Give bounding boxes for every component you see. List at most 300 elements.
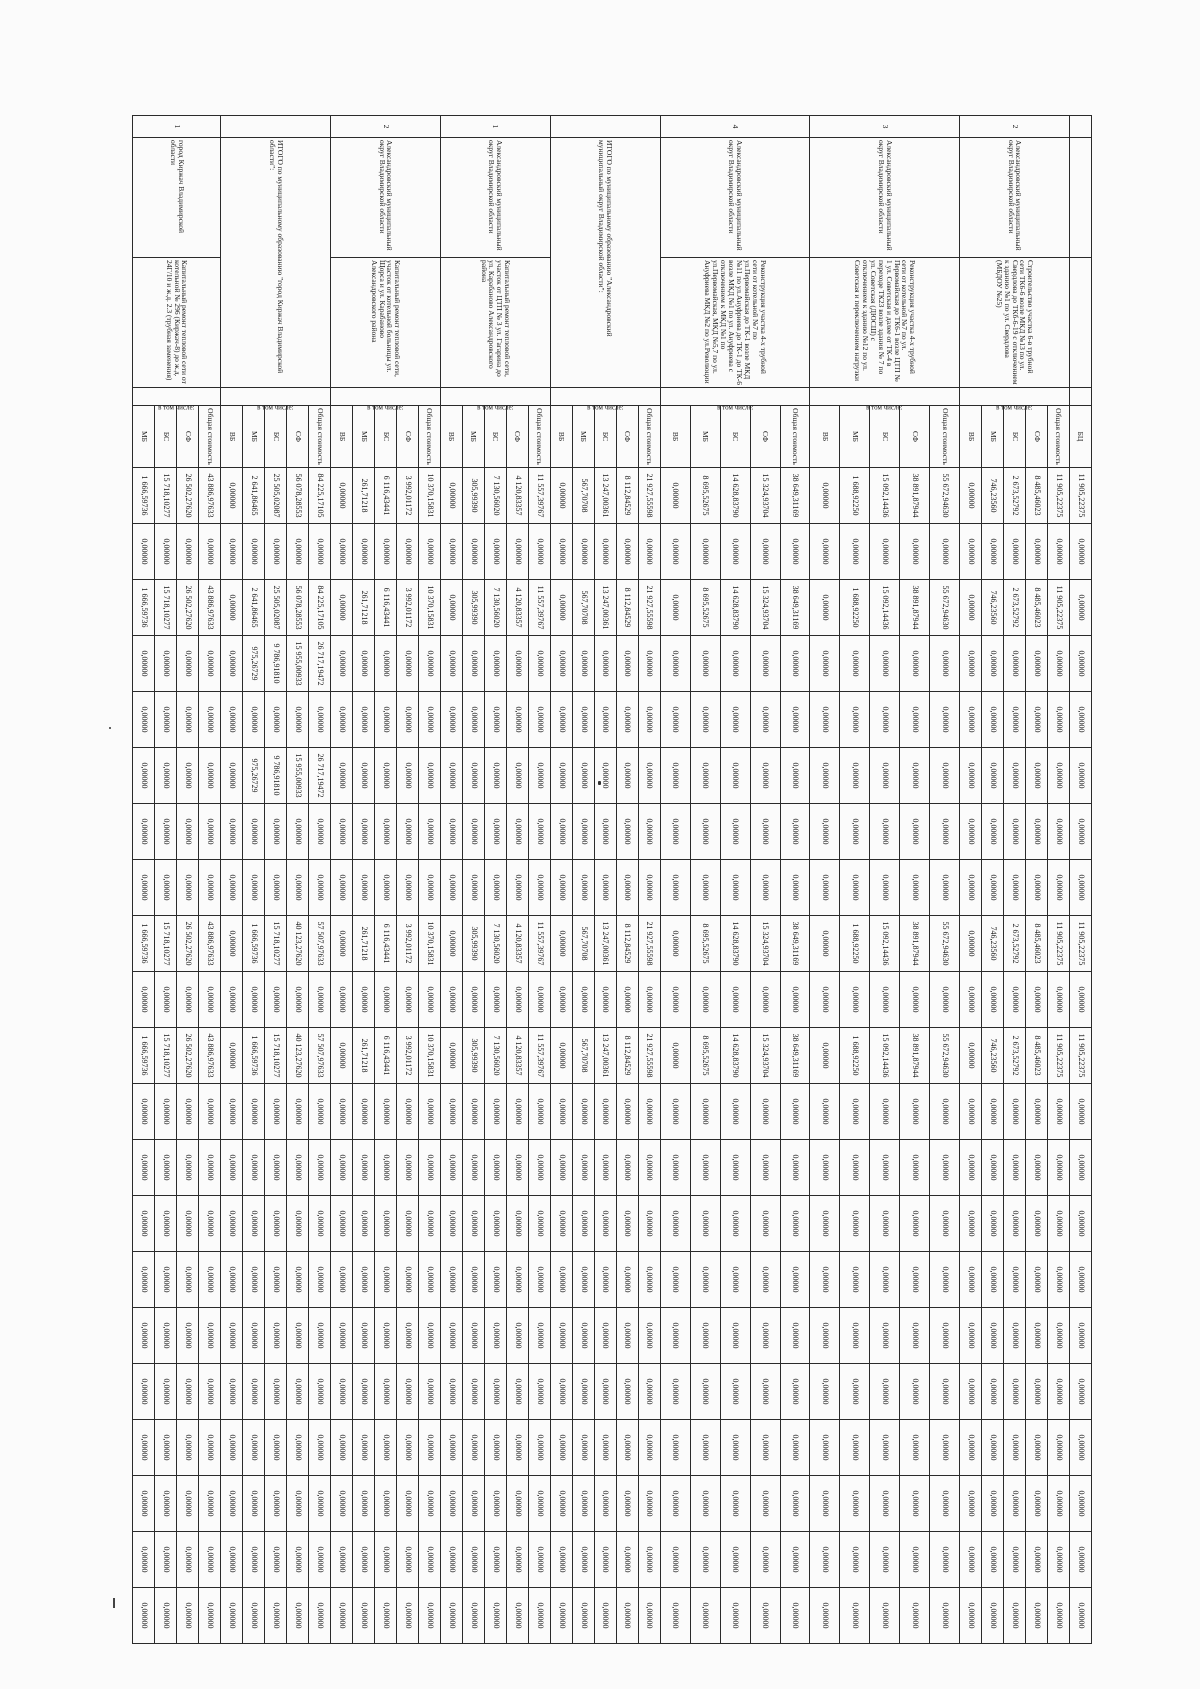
value-cell: 0,00000	[810, 1532, 840, 1588]
value-cell: 0,00000	[810, 468, 840, 524]
value-cell: 0,00000	[960, 1252, 982, 1308]
value-cell: 13 247,00361	[594, 1028, 616, 1084]
value-cell: 9 786,91810	[265, 636, 287, 692]
value-cell: 0,00000	[353, 804, 375, 860]
value-cell: 0,00000	[870, 1252, 900, 1308]
value-cell: 0,00000	[720, 1140, 750, 1196]
value-cell: 0,00000	[506, 972, 528, 1028]
value-cell: 0,00000	[397, 972, 419, 1028]
value-cell: 2 641,86465	[243, 468, 265, 524]
value-cell: 10 370,15831	[419, 468, 441, 524]
value-cell: 15 324,93704	[750, 916, 780, 972]
funding-source-label: БС	[265, 406, 287, 468]
value-cell: 0,00000	[572, 748, 594, 804]
value-cell: 0,00000	[750, 1084, 780, 1140]
value-cell: 0,00000	[133, 1420, 155, 1476]
value-cell: 0,00000	[265, 1532, 287, 1588]
value-cell: 0,00000	[463, 1476, 485, 1532]
value-cell: 0,00000	[900, 972, 930, 1028]
value-cell: 0,00000	[441, 1308, 463, 1364]
value-cell: 0,00000	[960, 692, 982, 748]
value-cell: 0,00000	[177, 1140, 199, 1196]
value-cell: 0,00000	[309, 1084, 331, 1140]
value-cell: 0,00000	[1004, 1084, 1026, 1140]
value-cell: 0,00000	[1004, 1140, 1026, 1196]
value-cell: 0,00000	[616, 1252, 638, 1308]
value-cell: 0,00000	[309, 1196, 331, 1252]
value-cell: 0,00000	[840, 1588, 870, 1644]
value-cell: 0,00000	[484, 524, 506, 580]
value-cell: 0,00000	[720, 1476, 750, 1532]
scan-edge-mark	[113, 1598, 115, 1608]
value-cell: 567,70708	[572, 468, 594, 524]
value-cell: 0,00000	[155, 1364, 177, 1420]
value-cell: 0,00000	[353, 1532, 375, 1588]
value-cell: 0,00000	[690, 804, 720, 860]
value-cell: 0,00000	[265, 1308, 287, 1364]
value-cell: 0,00000	[265, 972, 287, 1028]
value-cell: 0,00000	[1004, 1196, 1026, 1252]
value-cell: 0,00000	[506, 1364, 528, 1420]
value-cell: 0,00000	[982, 1084, 1004, 1140]
value-cell: 8 695,52675	[690, 468, 720, 524]
value-cell: 0,00000	[750, 524, 780, 580]
value-cell: 0,00000	[331, 1476, 353, 1532]
value-cell: 21 927,55598	[638, 1028, 660, 1084]
district-cell: Александровский муниципальный округ Владимирской области	[660, 138, 810, 258]
value-cell: 0,00000	[331, 804, 353, 860]
value-cell: 0,00000	[1048, 524, 1070, 580]
value-cell: 0,00000	[243, 860, 265, 916]
value-cell: 0,00000	[780, 748, 810, 804]
value-cell: 0,00000	[550, 748, 572, 804]
value-cell: 38 649,31169	[780, 1028, 810, 1084]
value-cell: 0,00000	[397, 1140, 419, 1196]
value-cell: 6 116,43441	[375, 1028, 397, 1084]
value-cell: 38 891,87944	[900, 580, 930, 636]
value-cell: 0,00000	[1004, 524, 1026, 580]
district-cell: Александровский муниципальный округ Владимирской области	[960, 138, 1070, 258]
value-cell: 0,00000	[550, 804, 572, 860]
value-cell: 55 672,94630	[930, 1028, 960, 1084]
value-cell: 0,00000	[419, 692, 441, 748]
value-cell: 0,00000	[1070, 1308, 1092, 1364]
object-cell: Строительство участка 6-в трубной сети ТК6-6 возле МКД №13 по ул. Свердлова до ТКб-6-19 с отключением к зданию №1 по ул. Свердлова (МБДОУ №25)	[960, 258, 1070, 388]
value-cell: 0,00000	[810, 1196, 840, 1252]
value-cell: 0,00000	[441, 1028, 463, 1084]
value-cell: 0,00000	[221, 1532, 243, 1588]
value-cell: 0,00000	[484, 860, 506, 916]
value-cell: 0,00000	[265, 1196, 287, 1252]
funding-source-label: МБ	[463, 406, 485, 468]
value-cell: 0,00000	[441, 972, 463, 1028]
value-cell: 0,00000	[463, 804, 485, 860]
value-cell: 0,00000	[397, 748, 419, 804]
value-cell: 0,00000	[353, 1084, 375, 1140]
value-cell: 0,00000	[397, 636, 419, 692]
value-cell: 0,00000	[287, 692, 309, 748]
value-cell: 0,00000	[265, 1140, 287, 1196]
note-text: в том числе:	[477, 403, 514, 412]
value-cell: 55 672,94630	[930, 580, 960, 636]
funding-source-label: Общая стоимость	[528, 406, 550, 468]
value-cell: 0,00000	[638, 636, 660, 692]
value-cell: 0,00000	[1048, 1308, 1070, 1364]
value-cell: 0,00000	[331, 1140, 353, 1196]
value-cell: 0,00000	[550, 1476, 572, 1532]
value-cell: 0,00000	[133, 1532, 155, 1588]
value-cell: 0,00000	[353, 1308, 375, 1364]
value-cell: 0,00000	[221, 1420, 243, 1476]
value-cell: 38 891,87944	[900, 1028, 930, 1084]
object-cell: Реконструкция участка 4-х трубной сети от котельной №7 по ул.Первомайская до ТК-1 возле МКД №11 по ул.Ануфриева до ТК-1 до ТК-6 возле МКД №1 по ул. Ануфриева с отключением к МКД №1 по ул.Первомайская, МКД №5,7 по ул. Ануфриева МКД №2 по ул.Революции	[660, 258, 810, 388]
value-cell: 0,00000	[594, 1588, 616, 1644]
value-cell: 0,00000	[1026, 1140, 1048, 1196]
value-cell: 0,00000	[720, 1588, 750, 1644]
value-cell: 0,00000	[287, 1476, 309, 1532]
value-cell: 38 649,31169	[780, 468, 810, 524]
note-cell	[133, 388, 221, 412]
value-cell: 0,00000	[660, 468, 690, 524]
row-number-cell: 2	[960, 116, 1070, 138]
value-cell: 0,00000	[550, 468, 572, 524]
value-cell: 0,00000	[1004, 860, 1026, 916]
value-cell: 0,00000	[441, 748, 463, 804]
value-cell: 305,99390	[463, 580, 485, 636]
value-cell: 8 112,84529	[616, 468, 638, 524]
value-cell: 0,00000	[840, 1532, 870, 1588]
value-cell: 0,00000	[1026, 636, 1048, 692]
value-cell: 0,00000	[441, 804, 463, 860]
value-cell: 0,00000	[594, 692, 616, 748]
value-cell: 0,00000	[133, 804, 155, 860]
value-cell: 0,00000	[1004, 692, 1026, 748]
value-cell: 0,00000	[660, 860, 690, 916]
value-cell: 0,00000	[870, 1476, 900, 1532]
funding-source-label: Общая стоимость	[930, 406, 960, 468]
value-cell: 0,00000	[1026, 1420, 1048, 1476]
value-cell: 0,00000	[419, 1476, 441, 1532]
value-cell: 0,00000	[331, 524, 353, 580]
value-cell: 0,00000	[594, 1252, 616, 1308]
value-cell: 261,71218	[353, 468, 375, 524]
value-cell: 0,00000	[221, 1196, 243, 1252]
value-cell: 261,71218	[353, 1028, 375, 1084]
value-cell: 0,00000	[155, 692, 177, 748]
value-cell: 0,00000	[463, 1252, 485, 1308]
value-cell: 0,00000	[960, 860, 982, 916]
value-cell: 0,00000	[155, 1308, 177, 1364]
table-row	[1070, 116, 1092, 1644]
value-cell: 0,00000	[309, 1308, 331, 1364]
value-cell: 0,00000	[221, 916, 243, 972]
value-cell: 0,00000	[287, 860, 309, 916]
value-cell: 0,00000	[221, 1028, 243, 1084]
value-cell: 0,00000	[1026, 1252, 1048, 1308]
note-text: в том числе:	[716, 403, 754, 412]
value-cell: 0,00000	[660, 524, 690, 580]
value-cell: 26 502,27620	[177, 468, 199, 524]
value-cell: 0,00000	[133, 1476, 155, 1532]
value-cell: 0,00000	[441, 1084, 463, 1140]
value-cell: 0,00000	[243, 1588, 265, 1644]
value-cell: 2 673,52792	[1004, 580, 1026, 636]
value-cell: 0,00000	[550, 1588, 572, 1644]
value-cell: 0,00000	[287, 1196, 309, 1252]
value-cell: 0,00000	[690, 1588, 720, 1644]
value-cell: 0,00000	[506, 636, 528, 692]
value-cell: 0,00000	[572, 804, 594, 860]
value-cell: 0,00000	[419, 1084, 441, 1140]
value-cell: 0,00000	[616, 1532, 638, 1588]
value-cell: 0,00000	[199, 524, 221, 580]
value-cell: 0,00000	[397, 1476, 419, 1532]
value-cell: 305,99390	[463, 468, 485, 524]
value-cell: 0,00000	[930, 972, 960, 1028]
value-cell: 3 992,01172	[397, 580, 419, 636]
value-cell: 0,00000	[982, 860, 1004, 916]
value-cell: 0,00000	[638, 1308, 660, 1364]
value-cell: 0,00000	[506, 1196, 528, 1252]
value-cell: 0,00000	[331, 1084, 353, 1140]
value-cell: 0,00000	[463, 524, 485, 580]
value-cell: 1 666,59736	[133, 468, 155, 524]
funding-source-label: МБ	[840, 406, 870, 468]
value-cell: 0,00000	[690, 692, 720, 748]
row-number-cell: 1	[133, 116, 221, 138]
value-cell: 0,00000	[506, 804, 528, 860]
value-cell: 0,00000	[870, 1196, 900, 1252]
value-cell: 0,00000	[638, 972, 660, 1028]
value-cell: 0,00000	[550, 1308, 572, 1364]
value-cell: 0,00000	[287, 1140, 309, 1196]
value-cell: 0,00000	[199, 692, 221, 748]
value-cell: 0,00000	[1048, 748, 1070, 804]
value-cell: 0,00000	[1026, 524, 1048, 580]
value-cell: 43 886,97633	[199, 468, 221, 524]
value-cell: 2 673,52792	[1004, 468, 1026, 524]
value-cell: 0,00000	[177, 1364, 199, 1420]
value-cell: 0,00000	[960, 1588, 982, 1644]
value-cell: 0,00000	[155, 1196, 177, 1252]
value-cell: 0,00000	[840, 692, 870, 748]
value-cell: 8 112,84529	[616, 580, 638, 636]
value-cell: 2 641,86465	[243, 580, 265, 636]
value-cell: 0,00000	[550, 1196, 572, 1252]
value-cell: 0,00000	[1048, 1140, 1070, 1196]
value-cell: 0,00000	[870, 1420, 900, 1476]
value-cell: 0,00000	[1070, 1364, 1092, 1420]
value-cell: 0,00000	[572, 1140, 594, 1196]
value-cell: 0,00000	[720, 1084, 750, 1140]
value-cell: 0,00000	[840, 524, 870, 580]
value-cell: 0,00000	[810, 1028, 840, 1084]
value-cell: 0,00000	[528, 1308, 550, 1364]
value-cell: 0,00000	[353, 692, 375, 748]
value-cell: 0,00000	[720, 1196, 750, 1252]
value-cell: 0,00000	[155, 860, 177, 916]
value-cell: 0,00000	[982, 972, 1004, 1028]
value-cell: 0,00000	[221, 860, 243, 916]
table-row	[199, 116, 221, 1644]
value-cell: 0,00000	[199, 972, 221, 1028]
value-cell: 0,00000	[155, 1084, 177, 1140]
value-cell: 0,00000	[1026, 1364, 1048, 1420]
value-cell: 0,00000	[900, 636, 930, 692]
funding-source-label: БС	[594, 406, 616, 468]
value-cell: 0,00000	[528, 524, 550, 580]
value-cell: 0,00000	[900, 1308, 930, 1364]
value-cell: 0,00000	[221, 1140, 243, 1196]
value-cell: 0,00000	[528, 972, 550, 1028]
value-cell: 0,00000	[353, 972, 375, 1028]
value-cell: 10 370,15831	[419, 1028, 441, 1084]
value-cell: 0,00000	[1026, 1588, 1048, 1644]
value-cell: 0,00000	[309, 1476, 331, 1532]
value-cell: 0,00000	[155, 1420, 177, 1476]
value-cell: 0,00000	[506, 748, 528, 804]
value-cell: 0,00000	[506, 1308, 528, 1364]
value-cell: 15 092,14436	[870, 1028, 900, 1084]
value-cell: 0,00000	[930, 748, 960, 804]
value-cell: 0,00000	[572, 1420, 594, 1476]
value-cell: 0,00000	[155, 1532, 177, 1588]
value-cell: 0,00000	[840, 1308, 870, 1364]
value-cell: 0,00000	[199, 1476, 221, 1532]
value-cell: 0,00000	[690, 972, 720, 1028]
value-cell: 0,00000	[594, 636, 616, 692]
value-cell: 0,00000	[506, 1476, 528, 1532]
value-cell: 0,00000	[616, 692, 638, 748]
value-cell: 25 505,02087	[265, 580, 287, 636]
funding-source-label: БС	[1004, 406, 1026, 468]
value-cell: 0,00000	[594, 1084, 616, 1140]
value-cell: 0,00000	[331, 1420, 353, 1476]
value-cell: 0,00000	[199, 1364, 221, 1420]
value-cell: 0,00000	[441, 1252, 463, 1308]
value-cell: 0,00000	[810, 1252, 840, 1308]
value-cell: 0,00000	[309, 1140, 331, 1196]
value-cell: 0,00000	[780, 1140, 810, 1196]
value-cell: 0,00000	[484, 1364, 506, 1420]
value-cell: 0,00000	[572, 1196, 594, 1252]
value-cell: 0,00000	[419, 1588, 441, 1644]
value-cell: 0,00000	[690, 636, 720, 692]
value-cell: 0,00000	[441, 1196, 463, 1252]
value-cell: 261,71218	[353, 580, 375, 636]
value-cell: 0,00000	[930, 1308, 960, 1364]
note-text: в том числе:	[866, 403, 904, 412]
value-cell: 0,00000	[353, 1140, 375, 1196]
value-cell: 40 123,27620	[287, 1028, 309, 1084]
funding-source-label: ВБ	[810, 406, 840, 468]
value-cell: 0,00000	[375, 804, 397, 860]
value-cell: 0,00000	[870, 1140, 900, 1196]
value-cell: 0,00000	[594, 1364, 616, 1420]
value-cell: 0,00000	[133, 1252, 155, 1308]
value-cell: 0,00000	[750, 804, 780, 860]
value-cell: 0,00000	[397, 1588, 419, 1644]
value-cell: 15 718,10277	[265, 1028, 287, 1084]
value-cell: 0,00000	[616, 804, 638, 860]
value-cell: 0,00000	[930, 804, 960, 860]
value-cell: 0,00000	[616, 524, 638, 580]
value-cell: 0,00000	[750, 1196, 780, 1252]
value-cell: 0,00000	[506, 1140, 528, 1196]
value-cell: 38 891,87944	[900, 916, 930, 972]
value-cell: 0,00000	[441, 636, 463, 692]
value-cell: 0,00000	[463, 860, 485, 916]
value-cell: 0,00000	[221, 524, 243, 580]
value-cell: 0,00000	[1070, 1252, 1092, 1308]
value-cell: 0,00000	[690, 860, 720, 916]
value-cell: 0,00000	[265, 860, 287, 916]
value-cell: 0,00000	[810, 580, 840, 636]
value-cell: 0,00000	[660, 804, 690, 860]
value-cell: 8 112,84529	[616, 916, 638, 972]
value-cell: 0,00000	[1004, 804, 1026, 860]
value-cell: 0,00000	[133, 1588, 155, 1644]
value-cell: 0,00000	[441, 916, 463, 972]
value-cell: 0,00000	[375, 1420, 397, 1476]
value-cell: 0,00000	[870, 860, 900, 916]
value-cell: 13 247,00361	[594, 916, 616, 972]
value-cell: 0,00000	[840, 748, 870, 804]
value-cell: 0,00000	[870, 1084, 900, 1140]
row-number-cell: 1	[441, 116, 551, 138]
value-cell: 0,00000	[1048, 1532, 1070, 1588]
value-cell: 15 718,10277	[155, 1028, 177, 1084]
value-cell: 0,00000	[331, 1252, 353, 1308]
value-cell: 0,00000	[1026, 1532, 1048, 1588]
value-cell: 4 120,83357	[506, 580, 528, 636]
value-cell: 0,00000	[177, 1196, 199, 1252]
value-cell: 0,00000	[243, 1252, 265, 1308]
value-cell: 0,00000	[441, 1588, 463, 1644]
value-cell: 0,00000	[780, 636, 810, 692]
value-cell: 0,00000	[840, 1196, 870, 1252]
value-cell: 0,00000	[1070, 524, 1092, 580]
rotated-table-wrapper	[132, 115, 1092, 1629]
value-cell: 0,00000	[419, 1364, 441, 1420]
value-cell: 0,00000	[982, 1252, 1004, 1308]
value-cell: 0,00000	[550, 1084, 572, 1140]
value-cell: 0,00000	[177, 1252, 199, 1308]
value-cell: 0,00000	[660, 1588, 690, 1644]
value-cell: 0,00000	[199, 1140, 221, 1196]
value-cell: 0,00000	[177, 748, 199, 804]
value-cell: 0,00000	[1026, 804, 1048, 860]
value-cell: 0,00000	[506, 1252, 528, 1308]
value-cell: 0,00000	[528, 1140, 550, 1196]
value-cell: 0,00000	[1026, 1476, 1048, 1532]
value-cell: 21 927,55598	[638, 916, 660, 972]
value-cell: 0,00000	[484, 1588, 506, 1644]
value-cell: 0,00000	[419, 1196, 441, 1252]
value-cell: 15 718,10277	[155, 580, 177, 636]
value-cell: 0,00000	[463, 1364, 485, 1420]
scan-speck	[598, 781, 601, 785]
value-cell: 0,00000	[221, 636, 243, 692]
value-cell: 0,00000	[638, 1084, 660, 1140]
value-cell: 0,00000	[960, 1420, 982, 1476]
table-row	[1048, 116, 1070, 1644]
value-cell: 0,00000	[550, 524, 572, 580]
value-cell: 0,00000	[484, 1532, 506, 1588]
value-cell: 0,00000	[930, 524, 960, 580]
value-cell: 0,00000	[155, 1252, 177, 1308]
value-cell: 0,00000	[133, 860, 155, 916]
